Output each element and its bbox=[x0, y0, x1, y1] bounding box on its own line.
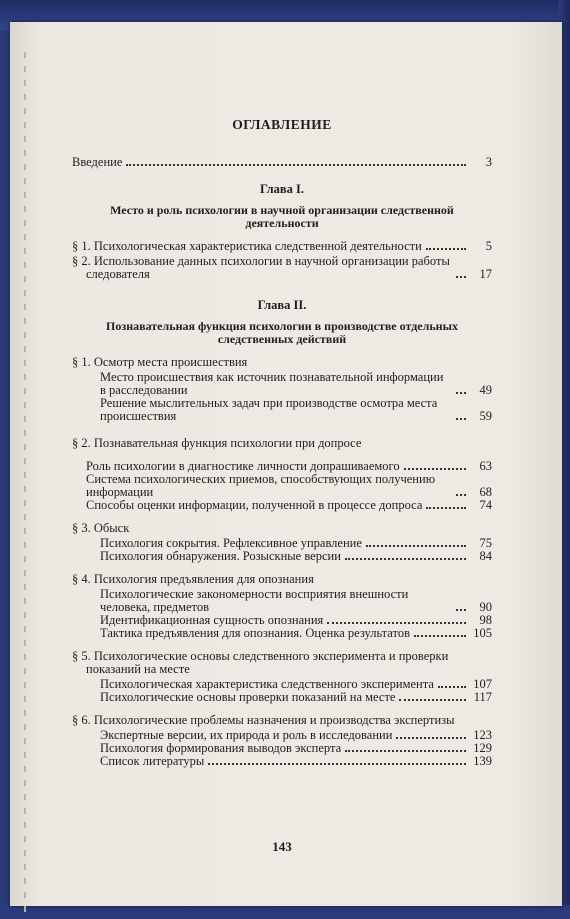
toc-section-label[interactable]: § 1. Осмотр места происшествия bbox=[72, 355, 248, 369]
toc-entry-page: 68 bbox=[479, 485, 492, 499]
toc-entry-page: 129 bbox=[473, 741, 492, 755]
toc-entry-label: Введение bbox=[72, 155, 123, 169]
toc-entry-page: 84 bbox=[479, 549, 492, 563]
leader-dots bbox=[396, 737, 466, 739]
toc-section-label[interactable]: § 2. Познавательная функция психологии при допросе bbox=[72, 436, 362, 450]
toc-item[interactable] bbox=[72, 550, 492, 563]
toc-item-label: Психология обнаружения. Розыскные версии bbox=[100, 549, 341, 563]
toc-item[interactable] bbox=[72, 397, 492, 423]
page-title: ОГЛАВЛЕНИЕ bbox=[232, 117, 332, 132]
toc-item-label: Место происшествия как источник познавательной информации в расследовании bbox=[100, 370, 444, 397]
toc-section[interactable] bbox=[72, 240, 492, 253]
leader-dots bbox=[126, 164, 466, 166]
toc-item-label: Психологическая характеристика следственного эксперимента bbox=[100, 677, 434, 691]
leader-dots bbox=[456, 494, 466, 496]
toc-entry-page: 107 bbox=[473, 677, 492, 691]
leader-dots bbox=[345, 750, 466, 752]
leader-dots bbox=[208, 763, 466, 765]
toc-entry-intro[interactable] bbox=[72, 156, 492, 169]
leader-dots bbox=[438, 686, 466, 688]
toc-section[interactable] bbox=[72, 255, 492, 281]
toc-section-label[interactable]: § 5. Психологические основы следственного эксперимента и проверки показаний на месте bbox=[72, 649, 449, 676]
toc-entry-page: 17 bbox=[479, 267, 492, 281]
toc-item[interactable] bbox=[72, 473, 492, 499]
toc-entry-page: 59 bbox=[479, 409, 492, 423]
leader-dots bbox=[426, 248, 466, 250]
toc-entry-page: 90 bbox=[479, 600, 492, 614]
toc-item[interactable] bbox=[72, 499, 492, 512]
toc-item-label: Роль психологии в диагностике личности допрашиваемого bbox=[86, 459, 400, 473]
leader-dots bbox=[456, 418, 466, 420]
toc-item-label: Список литературы bbox=[100, 754, 205, 768]
leader-dots bbox=[456, 609, 466, 611]
toc-section-label: § 1. Психологическая характеристика следственной деятельности bbox=[72, 239, 422, 253]
toc-section-label[interactable]: § 4. Психология предъявления для опознания bbox=[72, 572, 314, 586]
chapter-subtitle: Познавательная функция психологии в производстве отдельных следственных действий bbox=[106, 319, 458, 346]
leader-dots bbox=[366, 545, 466, 547]
leader-dots bbox=[426, 507, 466, 509]
toc-entry-page: 105 bbox=[473, 626, 492, 640]
toc-item-label: Способы оценки информации, полученной в процессе допроса bbox=[86, 498, 423, 512]
toc-entry-page: 3 bbox=[485, 155, 492, 169]
leader-dots bbox=[456, 276, 466, 278]
toc-item-label: Идентификационная сущность опознания bbox=[100, 613, 324, 627]
toc-item-label: Экспертные версии, их природа и роль в исследовании bbox=[100, 728, 393, 742]
book-page bbox=[10, 22, 562, 906]
toc-entry-page: 75 bbox=[479, 536, 492, 550]
page-number: 143 bbox=[272, 839, 292, 854]
leader-dots bbox=[404, 468, 466, 470]
toc-entry-page: 49 bbox=[479, 383, 492, 397]
toc-section-label[interactable]: § 6. Психологические проблемы назначения и производства экспертизы bbox=[72, 713, 455, 727]
toc-entry-page: 63 bbox=[479, 459, 492, 473]
toc-item-label: Психология сокрытия. Рефлексивное управление bbox=[100, 536, 362, 550]
leader-dots bbox=[414, 635, 466, 637]
leader-dots bbox=[345, 558, 466, 560]
toc-item[interactable] bbox=[72, 588, 492, 614]
toc-item-label: Психологические закономерности восприятия внешности человека, предметов bbox=[100, 587, 409, 614]
toc-section-label: § 2. Использование данных психологии в научной организации работы следователя bbox=[72, 254, 450, 281]
leader-dots bbox=[399, 699, 466, 701]
toc-item-label: Решение мыслительных задач при производстве осмотра места происшествия bbox=[100, 396, 438, 423]
toc-section-label[interactable]: § 3. Обыск bbox=[72, 521, 130, 535]
toc-entry-page: 98 bbox=[479, 613, 492, 627]
toc-item[interactable] bbox=[72, 371, 492, 397]
table-of-contents bbox=[72, 117, 492, 854]
toc-item-label: Психология формирования выводов эксперта bbox=[100, 741, 342, 755]
toc-entry-page: 117 bbox=[473, 690, 492, 704]
chapter-subtitle: Место и роль психологии в научной организации следственной деятельности bbox=[110, 203, 454, 230]
book-cover-bottom bbox=[0, 905, 570, 919]
binding-stitch bbox=[24, 52, 26, 912]
chapter-heading: Глава I. bbox=[260, 182, 304, 196]
leader-dots bbox=[456, 392, 466, 394]
toc-entry-page: 123 bbox=[473, 728, 492, 742]
toc-item[interactable] bbox=[72, 691, 492, 704]
toc-item-label: Психологические основы проверки показаний на месте bbox=[100, 690, 396, 704]
toc-item[interactable] bbox=[72, 755, 492, 768]
toc-item-label: Система психологических приемов, способствующих получению информации bbox=[86, 472, 436, 499]
leader-dots bbox=[327, 622, 466, 624]
toc-entry-page: 5 bbox=[485, 239, 492, 253]
chapter-heading: Глава II. bbox=[257, 298, 307, 312]
toc-entry-page: 74 bbox=[479, 498, 492, 512]
toc-item[interactable] bbox=[72, 627, 492, 640]
toc-item-label: Тактика предъявления для опознания. Оценка результатов bbox=[100, 626, 410, 640]
toc-entry-page: 139 bbox=[473, 754, 492, 768]
